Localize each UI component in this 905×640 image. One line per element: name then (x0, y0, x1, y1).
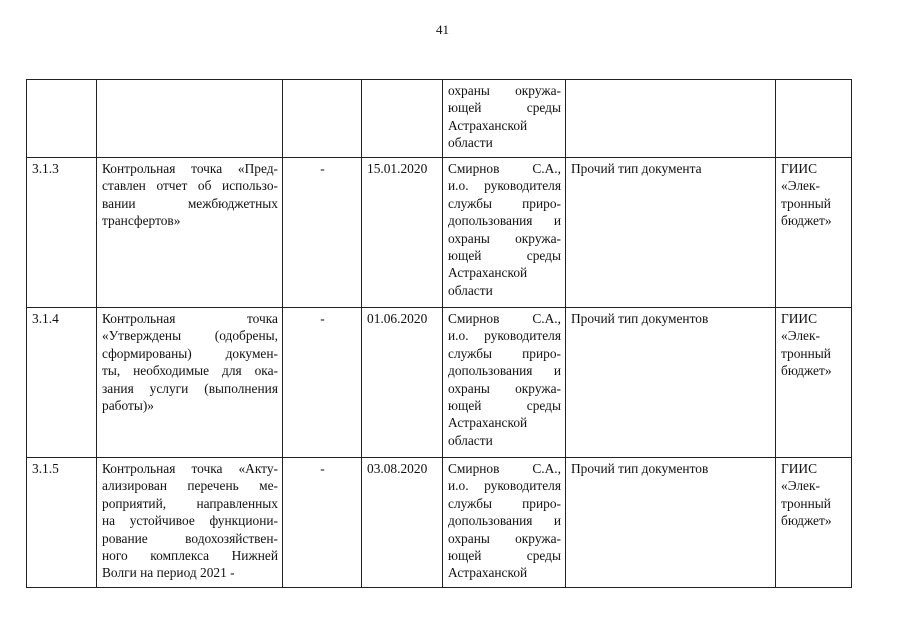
responsible-cell (443, 158, 566, 308)
control-point-name-line: Контрольная точка (102, 311, 278, 326)
information-system-line: тронный (781, 345, 831, 361)
table-row (27, 458, 852, 588)
responsible-line: и.о. руководителя (448, 478, 561, 494)
responsible-line: ющей среды (448, 248, 561, 264)
control-point-name-line: ты, необходимые для ока- (102, 363, 278, 379)
table-row (27, 158, 852, 308)
control-point-name-line: сформированы) докумен- (102, 345, 278, 361)
responsible-line: охраны окружа- (448, 83, 561, 98)
responsible-line: службы приро- (448, 495, 561, 511)
responsible-line: ющей среды (448, 398, 561, 414)
responsible-line: охраны окружа- (448, 380, 561, 396)
control-point-name-line: ализирован перечень ме- (102, 478, 278, 494)
information-system-cell (776, 80, 852, 158)
information-system-line: «Элек- (781, 478, 820, 494)
control-point-name-line: Волги на период 2021 - (102, 565, 235, 581)
control-point-name-line: работы)» (102, 398, 154, 414)
information-system-cell (776, 458, 852, 588)
responsible-line: Астраханской (448, 565, 528, 581)
item-number-cell: 3.1.5 (27, 458, 97, 588)
control-point-name-line: ставлен отчет об использо- (102, 178, 278, 194)
page-number: 41 (436, 22, 449, 37)
responsible-line: службы приро- (448, 345, 561, 361)
item-number-cell: 3.1.3 (27, 158, 97, 308)
information-system-line: «Элек- (781, 328, 820, 344)
control-point-name-line: вании межбюджетных (102, 195, 278, 211)
date-cell: 15.01.2020 (362, 158, 443, 308)
control-point-name-line: рование водохозяйствен- (102, 530, 278, 546)
control-point-name-cell (97, 308, 283, 458)
responsible-cell (443, 80, 566, 158)
responsible-line: Астраханской (448, 117, 528, 133)
information-system-line: бюджет» (781, 513, 832, 529)
control-points-table (26, 79, 852, 588)
table-body (27, 80, 852, 588)
responsible-line: Астраханской (448, 265, 528, 281)
responsible-line: ющей среды (448, 548, 561, 564)
responsible-line: Смирнов С.А., (448, 461, 561, 476)
document-type-cell (566, 80, 776, 158)
information-system-cell (776, 158, 852, 308)
responsible-line: ющей среды (448, 100, 561, 116)
responsible-line: охраны окружа- (448, 530, 561, 546)
responsible-line: Смирнов С.А., (448, 311, 561, 326)
control-point-name-line: Контрольная точка «Акту- (102, 461, 278, 476)
responsible-line: допользования и (448, 213, 561, 229)
responsible-line: допользования и (448, 513, 561, 529)
control-point-name-line: на устойчивое функциони- (102, 513, 278, 529)
information-system-line: «Элек- (781, 178, 820, 194)
information-system-cell (776, 308, 852, 458)
information-system-line: тронный (781, 195, 831, 211)
date-cell: 03.08.2020 (362, 458, 443, 588)
responsible-line: области (448, 135, 493, 151)
control-point-name-line: Контрольная точка «Пред- (102, 161, 278, 176)
dash-cell (283, 80, 362, 158)
responsible-line: допользования и (448, 363, 561, 379)
control-point-name-line: ного комплекса Нижней (102, 548, 278, 564)
information-system-line: ГИИС (781, 461, 818, 476)
control-point-name-line: «Утверждены (одобрены, (102, 328, 278, 344)
control-point-name-cell (97, 458, 283, 588)
dash-cell: - (283, 158, 362, 308)
table-row (27, 80, 852, 158)
table-row (27, 308, 852, 458)
control-point-name-line: роприятий, направленных (102, 495, 278, 511)
control-point-name-line: зания услуги (выполнения (102, 380, 278, 396)
document-type-cell: Прочий тип документов (566, 458, 776, 588)
responsible-line: и.о. руководителя (448, 178, 561, 194)
responsible-line: охраны окружа- (448, 230, 561, 246)
information-system-line: бюджет» (781, 363, 832, 379)
control-point-name-line: трансфертов» (102, 213, 181, 229)
responsible-cell (443, 308, 566, 458)
date-cell: 01.06.2020 (362, 308, 443, 458)
dash-cell: - (283, 458, 362, 588)
dash-cell: - (283, 308, 362, 458)
item-number-cell (27, 80, 97, 158)
responsible-line: и.о. руководителя (448, 328, 561, 344)
responsible-line: Смирнов С.А., (448, 161, 561, 176)
responsible-line: Астраханской (448, 415, 528, 431)
document-type-cell: Прочий тип документа (566, 158, 776, 308)
information-system-line: бюджет» (781, 213, 832, 229)
control-point-name-cell (97, 158, 283, 308)
control-point-name-cell (97, 80, 283, 158)
responsible-cell (443, 458, 566, 588)
document-type-cell: Прочий тип документов (566, 308, 776, 458)
information-system-line: ГИИС (781, 161, 818, 176)
date-cell (362, 80, 443, 158)
responsible-line: области (448, 432, 493, 448)
item-number-cell: 3.1.4 (27, 308, 97, 458)
responsible-line: службы приро- (448, 195, 561, 211)
information-system-line: тронный (781, 495, 831, 511)
responsible-line: области (448, 282, 493, 298)
information-system-line: ГИИС (781, 311, 818, 326)
